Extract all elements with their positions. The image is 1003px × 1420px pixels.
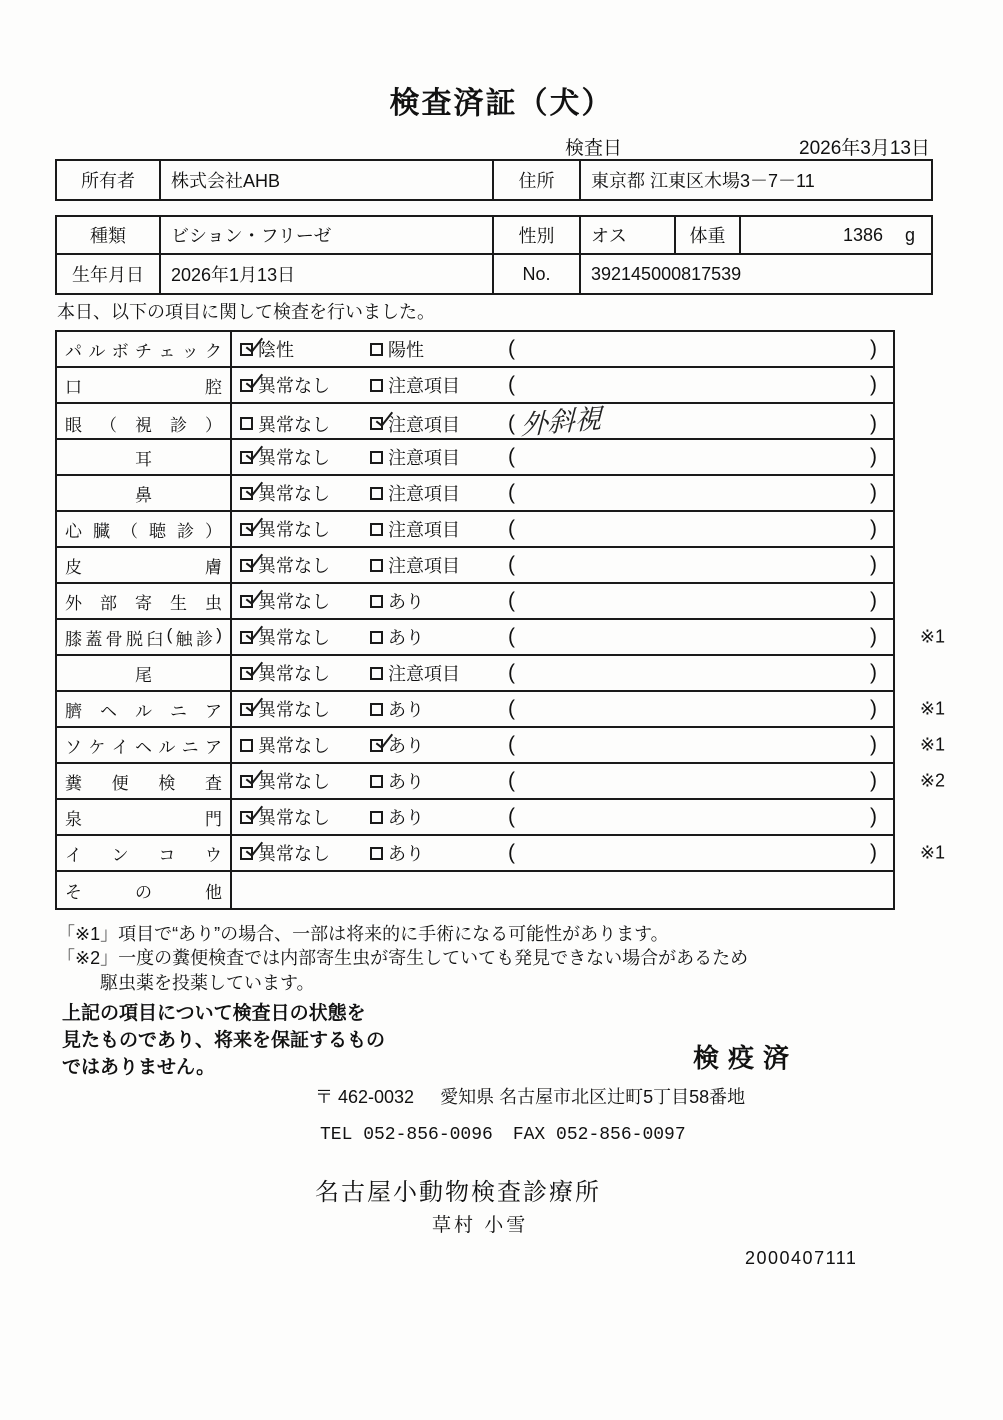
checklist-row: [57, 692, 945, 728]
clinic-address: 愛知県 名古屋市北区辻町5丁目58番地: [440, 1087, 746, 1107]
item-name: 耳: [135, 449, 152, 469]
item-name-cell: [57, 332, 232, 366]
weight-unit: g: [904, 224, 915, 245]
close-paren: ): [870, 625, 877, 648]
item-name-cell: [57, 404, 232, 443]
open-paren: (: [508, 445, 515, 468]
item-name-cell: [57, 620, 232, 654]
inspection-date-value: 2026年3月13日: [799, 138, 930, 159]
item-name: 外 部 寄 生 虫: [65, 593, 222, 613]
close-paren: ): [870, 553, 877, 576]
item-name-cell: [57, 836, 232, 870]
checkbox-icon: [240, 775, 253, 788]
option-2: [362, 620, 492, 654]
open-paren: (: [508, 589, 515, 612]
item-name: 尾: [135, 665, 152, 685]
weight-value-cell: [739, 217, 931, 253]
option-1: [232, 800, 362, 834]
open-paren: (: [508, 373, 515, 396]
option-1-label: 異常なし: [258, 628, 330, 648]
disclaimer-line-3: ではありません。: [62, 1057, 216, 1078]
clinic-phone-line: [320, 1125, 686, 1145]
checklist-row: [57, 836, 945, 872]
remarks-text: 外斜視: [520, 403, 602, 442]
remarks-cell: [492, 656, 893, 690]
birthdate-label: 生年月日: [72, 265, 144, 285]
close-paren: ): [870, 697, 877, 720]
item-name: 糞 便 検 査: [65, 773, 222, 793]
dog-info-row-2: [57, 255, 931, 293]
option-2: [362, 476, 492, 510]
option-2-label: あり: [388, 772, 424, 792]
checkbox-icon: [370, 631, 383, 644]
option-2-label: あり: [388, 700, 424, 720]
open-paren: (: [508, 481, 515, 504]
option-1-label: 異常なし: [258, 484, 330, 504]
checklist-row: [57, 476, 893, 512]
option-1-label: 異常なし: [258, 376, 330, 396]
remarks-cell: [492, 692, 893, 726]
option-1: [232, 584, 362, 618]
option-1-label: 異常なし: [258, 448, 330, 468]
option-2: [362, 728, 492, 762]
veterinarian-name: 草村 小雪: [432, 1215, 529, 1236]
checkbox-icon: [240, 703, 253, 716]
remarks-cell: [492, 404, 893, 443]
remarks-cell: [492, 476, 893, 510]
open-paren: (: [508, 841, 515, 864]
inspection-date-label: 検査日: [565, 138, 623, 159]
checkbox-icon: [240, 487, 253, 500]
option-1: [232, 620, 362, 654]
checklist-row: [57, 584, 893, 620]
option-2: [362, 404, 492, 443]
option-2: [362, 692, 492, 726]
remarks-cell: [492, 584, 893, 618]
weight-value: 1386: [842, 224, 883, 245]
close-paren: ): [870, 841, 877, 864]
checkbox-icon: [370, 343, 383, 356]
option-1-label: 異常なし: [258, 736, 330, 756]
checklist-row: [57, 728, 945, 764]
checkbox-icon: [240, 667, 253, 680]
open-paren: (: [508, 337, 515, 360]
checkbox-icon: [240, 451, 253, 464]
checkbox-icon: [370, 847, 383, 860]
close-paren: ): [870, 733, 877, 756]
checkbox-icon: [370, 451, 383, 464]
checklist-row: [57, 512, 893, 548]
option-2-label: あり: [388, 628, 424, 648]
option-1: [232, 332, 362, 366]
clinic-tel: TEL 052-856-0096: [320, 1125, 493, 1145]
close-paren: ): [870, 517, 877, 540]
open-paren: (: [508, 625, 515, 648]
reference-mark: ※1: [919, 734, 945, 755]
checkbox-icon: [240, 739, 253, 752]
open-paren: (: [508, 697, 515, 720]
checkbox-icon: [370, 811, 383, 824]
address-label: 住所: [492, 161, 579, 199]
sex-label: 性別: [492, 217, 579, 253]
checkbox-icon: [240, 811, 253, 824]
option-2: [362, 332, 492, 366]
close-paren: ): [870, 373, 877, 396]
footnote-2-line-1: 「※2」一度の糞便検査では内部寄生虫が寄生していても発見できない場合があるため: [57, 948, 749, 968]
option-2-label: あり: [388, 808, 424, 828]
option-2-label: あり: [388, 844, 424, 864]
checkbox-icon: [370, 523, 383, 536]
disclaimer-line-2: 見たものであり、将来を保証するもの: [62, 1030, 386, 1051]
close-paren: ): [870, 769, 877, 792]
option-1-label: 異常なし: [258, 808, 330, 828]
birthdate-value: 2026年1月13日: [159, 255, 492, 293]
option-1-label: 異常なし: [258, 700, 330, 720]
open-paren: (: [508, 661, 515, 684]
item-name: 口 腔: [65, 377, 222, 397]
option-2-label: 陽性: [388, 340, 424, 360]
option-2: [362, 656, 492, 690]
item-name: 心 臓 （ 聴 診 ）: [65, 521, 222, 541]
checkbox-icon: [370, 739, 383, 752]
option-2-label: 注意項目: [388, 556, 460, 576]
option-2: [362, 368, 492, 402]
option-2-label: 注意項目: [388, 448, 460, 468]
option-1: [232, 836, 362, 870]
checkbox-icon: [370, 379, 383, 392]
checkbox-icon: [240, 631, 253, 644]
remarks-cell: [492, 800, 893, 834]
item-name: 眼 （ 視 診 ）: [65, 416, 222, 435]
item-name: そ の 他: [65, 882, 222, 902]
item-name-cell: [57, 764, 232, 798]
checklist-row: [57, 404, 893, 440]
checkbox-icon: [370, 775, 383, 788]
sex-value: オス: [579, 217, 674, 253]
option-2: [362, 512, 492, 546]
intro-text: 本日、以下の項目に関して検査を行いました。: [57, 302, 435, 322]
disclaimer-line-1: 上記の項目について検査日の状態を: [62, 1003, 366, 1024]
clinic-postal-code: 〒 462-0032: [315, 1087, 415, 1107]
item-name: ソ ケ イ ヘ ル ニ ア: [65, 737, 222, 757]
option-2: [362, 584, 492, 618]
item-name-cell: [57, 368, 232, 402]
remarks-cell: [492, 836, 893, 870]
close-paren: ): [870, 805, 877, 828]
checkbox-icon: [370, 667, 383, 680]
option-1: [232, 656, 362, 690]
option-1-label: 陰性: [258, 340, 294, 360]
item-name-cell: [57, 548, 232, 582]
option-1-label: 異常なし: [258, 556, 330, 576]
close-paren: ): [870, 661, 877, 684]
close-paren: ): [870, 589, 877, 612]
footnote-1: 「※1」項目で“あり”の場合、一部は将来的に手術になる可能性があります。: [57, 924, 669, 944]
serial-number: 2000407111: [745, 1248, 858, 1268]
disclaimer-text: [62, 1000, 385, 1081]
weight-label: 体重: [674, 217, 739, 253]
document-title: 検査済証（犬）: [389, 87, 614, 120]
open-paren: (: [508, 805, 515, 828]
open-paren: (: [508, 733, 515, 756]
option-2-label: あり: [388, 592, 424, 612]
checkbox-icon: [370, 595, 383, 608]
checkbox-icon: [370, 703, 383, 716]
item-name: 鼻: [135, 485, 152, 505]
option-1: [232, 764, 362, 798]
remarks-cell: [492, 440, 893, 474]
checklist-row: [57, 764, 945, 800]
close-paren: ): [870, 445, 877, 468]
clinic-address-line: [315, 1083, 745, 1109]
owner-table: [55, 159, 933, 201]
owner-label: 所有者: [81, 171, 135, 191]
option-2-label: 注意項目: [388, 414, 460, 435]
remarks-cell: [492, 764, 893, 798]
clinic-fax: FAX 052-856-0097: [512, 1125, 686, 1145]
option-1-label: 異常なし: [258, 664, 330, 684]
remarks-cell: [492, 620, 893, 654]
option-2-label: あり: [388, 736, 424, 756]
option-2: [362, 836, 492, 870]
item-name: パ ル ボ チ ェ ッ ク: [65, 341, 222, 361]
option-2-label: 注意項目: [388, 520, 460, 540]
item-name-cell: [57, 440, 232, 474]
option-1-label: 異常なし: [258, 520, 330, 540]
item-name: 臍 ヘ ル ニ ア: [65, 701, 222, 721]
open-paren: (: [508, 517, 515, 540]
option-2-label: 注意項目: [388, 376, 460, 396]
option-1: [232, 692, 362, 726]
breed-value: ビション・フリーゼ: [159, 217, 492, 253]
remarks-cell: [492, 512, 893, 546]
item-name: イ ン コ ウ: [65, 845, 222, 865]
remarks-cell: [492, 332, 893, 366]
checkbox-icon: [370, 487, 383, 500]
option-1-label: 異常なし: [258, 592, 330, 612]
reference-mark: ※1: [919, 842, 945, 863]
checklist-table: [55, 330, 945, 910]
checklist-row: [57, 800, 893, 836]
checkbox-icon: [240, 417, 253, 430]
footnote-2-line-2: 駆虫薬を投薬しています。: [100, 973, 315, 993]
checklist-row: [57, 620, 945, 656]
item-name-cell: [57, 512, 232, 546]
reference-mark: ※1: [919, 626, 945, 647]
checkbox-icon: [240, 559, 253, 572]
option-1: [232, 368, 362, 402]
checkbox-icon: [370, 559, 383, 572]
remarks-cell: [492, 548, 893, 582]
option-1: [232, 476, 362, 510]
option-2-label: 注意項目: [388, 484, 460, 504]
no-label: No.: [492, 255, 579, 293]
option-1: [232, 404, 362, 443]
checkbox-icon: [240, 379, 253, 392]
no-value: 392145000817539: [579, 255, 931, 293]
address-value: 東京都 江東区木場3－7－11: [579, 161, 931, 199]
reference-mark: ※2: [919, 770, 945, 791]
checklist-row: [57, 656, 893, 692]
option-1-label: 異常なし: [258, 414, 330, 435]
close-paren: ): [870, 411, 877, 435]
checkbox-icon: [240, 343, 253, 356]
option-1: [232, 728, 362, 762]
quarantine-stamp: 検疫済: [693, 1043, 799, 1073]
close-paren: ): [870, 481, 877, 504]
item-name-cell: [57, 656, 232, 690]
open-paren: (: [508, 553, 515, 576]
open-paren: (: [508, 769, 515, 792]
checkbox-icon: [240, 595, 253, 608]
inspection-date-row: [565, 133, 930, 160]
option-1: [232, 440, 362, 474]
option-2: [362, 764, 492, 798]
item-name-cell: [57, 692, 232, 726]
option-1: [232, 548, 362, 582]
option-2: [362, 440, 492, 474]
item-name-cell: [57, 584, 232, 618]
remarks-cell: [492, 728, 893, 762]
checklist-row: [57, 332, 893, 368]
dog-info-table: [55, 215, 933, 295]
option-1: [232, 512, 362, 546]
reference-mark: ※1: [919, 698, 945, 719]
item-name: 皮 膚: [65, 557, 222, 577]
owner-row: [57, 161, 931, 199]
item-name-cell: [57, 872, 232, 908]
owner-value: 株式会社AHB: [159, 161, 492, 199]
option-1-label: 異常なし: [258, 844, 330, 864]
checkbox-icon: [240, 847, 253, 860]
open-paren: (: [508, 411, 515, 435]
item-name-cell: [57, 728, 232, 762]
option-1-label: 異常なし: [258, 772, 330, 792]
option-2: [362, 548, 492, 582]
item-name: 泉 門: [65, 809, 222, 829]
option-2: [362, 800, 492, 834]
option-2-label: 注意項目: [388, 664, 460, 684]
clinic-name: 名古屋小動物検査診療所: [315, 1179, 601, 1206]
item-name-cell: [57, 476, 232, 510]
checklist-row: [57, 440, 893, 476]
checkbox-icon: [370, 417, 383, 430]
close-paren: ): [870, 337, 877, 360]
checkbox-icon: [240, 523, 253, 536]
checklist-row: [57, 548, 893, 584]
checklist-row: [57, 872, 893, 908]
item-name-cell: [57, 800, 232, 834]
breed-label: 種類: [90, 226, 126, 246]
footnote-2: [57, 946, 748, 996]
item-name: 膝 蓋 骨 脱 臼 ( 触 診 ): [65, 624, 222, 649]
dog-info-row-1: [57, 217, 931, 255]
